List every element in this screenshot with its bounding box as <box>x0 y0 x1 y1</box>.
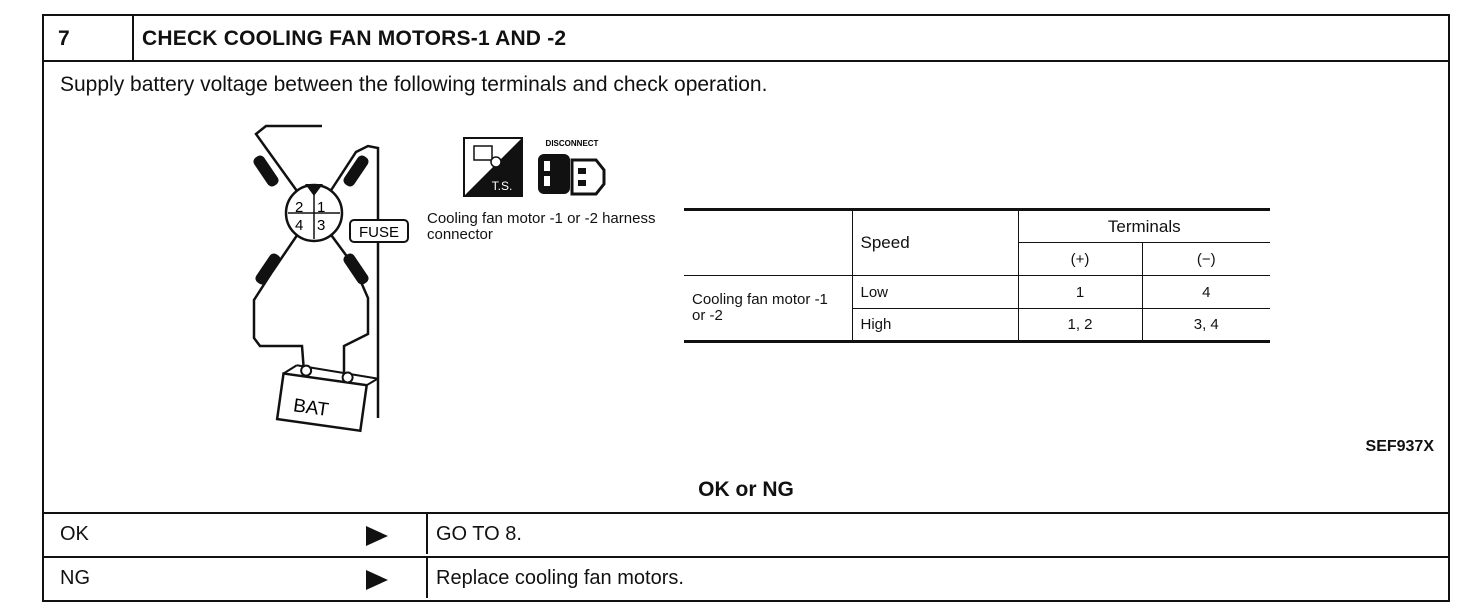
result-row-ng <box>44 556 1448 598</box>
step-number: 7 <box>58 27 70 50</box>
speed-header: Speed <box>852 210 1018 276</box>
inspection-step-frame <box>42 14 1450 602</box>
connector-caption: Cooling fan motor -1 or -2 harness connector <box>427 210 656 243</box>
wire-left-lower <box>254 228 304 372</box>
terminal-table <box>684 208 1270 343</box>
result-row-ok <box>44 512 1448 554</box>
result-action: GO TO 8. <box>436 523 522 545</box>
probe-upper-left <box>252 154 281 189</box>
probe-upper-right <box>342 154 371 189</box>
table-row <box>684 276 1270 309</box>
result-prompt: OK or NG <box>698 478 794 501</box>
speed-cell: Low <box>852 276 1018 309</box>
result-divider <box>426 514 428 554</box>
connector-pin-1: 1 <box>317 199 326 216</box>
connector-pin-3: 3 <box>317 217 326 234</box>
result-key: OK <box>60 523 89 545</box>
result-action: Replace cooling fan motors. <box>436 567 684 589</box>
battery-label: BAT <box>291 395 331 422</box>
probe-lower-left <box>254 252 283 287</box>
disconnect-icon <box>538 139 604 194</box>
result-key: NG <box>60 567 90 589</box>
minus-cell: 4 <box>1142 276 1270 309</box>
arrow-right-icon <box>366 526 388 546</box>
connector-pin-2: 2 <box>295 199 304 216</box>
plus-terminal-header: (+) <box>1018 243 1142 276</box>
speed-cell: High <box>852 309 1018 342</box>
probe-lower-right <box>342 252 371 287</box>
wire-right-lower <box>326 228 368 372</box>
minus-cell: 3, 4 <box>1142 309 1270 342</box>
connector-pin-4: 4 <box>295 217 304 234</box>
fuse-label: FUSE <box>358 224 400 241</box>
plus-cell: 1 <box>1018 276 1142 309</box>
row-label: Cooling fan motor -1 or -2 <box>684 276 852 342</box>
battery <box>277 363 378 433</box>
table-corner-cell <box>684 210 852 276</box>
instruction-text: Supply battery voltage between the following terminals and check operation. <box>60 73 768 96</box>
minus-terminal-header: (−) <box>1142 243 1270 276</box>
ts-label: T.S. <box>491 179 513 193</box>
arrow-right-icon <box>366 570 388 590</box>
ts-icon <box>464 138 522 196</box>
fuse <box>350 220 408 242</box>
step-title: CHECK COOLING FAN MOTORS-1 AND -2 <box>142 27 567 50</box>
figure-id: SEF937X <box>1365 438 1434 455</box>
plus-cell: 1, 2 <box>1018 309 1142 342</box>
terminals-header: Terminals <box>1018 210 1270 243</box>
motor-connector <box>286 184 342 241</box>
disconnect-label: DISCONNECT <box>545 139 599 148</box>
result-divider <box>426 558 428 598</box>
